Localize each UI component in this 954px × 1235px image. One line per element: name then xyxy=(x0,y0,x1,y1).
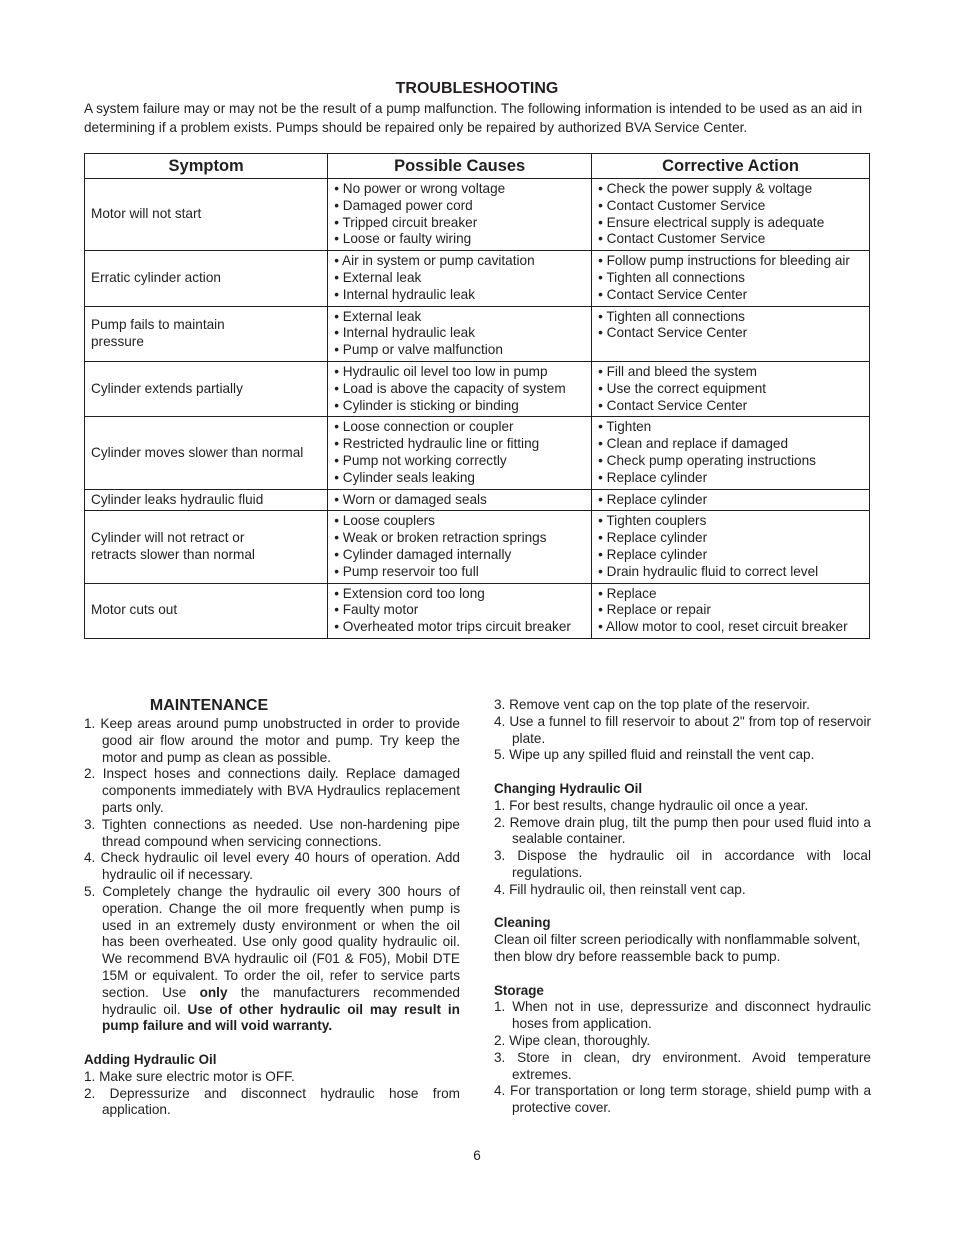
changing-oil-list xyxy=(494,798,871,899)
list-item: 3. Remove vent cap on the top plate of the reservoir. xyxy=(494,697,810,712)
list-item: • Contact Customer Service xyxy=(598,231,766,247)
table-header-row xyxy=(85,154,870,179)
adding-oil-title: Adding Hydraulic Oil xyxy=(84,1051,217,1067)
list-item: • Replace or repair xyxy=(598,602,711,618)
list-item: • Cylinder seals leaking xyxy=(334,469,475,485)
list-item: • Replace cylinder xyxy=(598,530,708,546)
header-corrective-action: Corrective Action xyxy=(592,154,870,179)
list-item: • Internal hydraulic leak xyxy=(334,286,475,302)
symptom-cell: Cylinder extends partially xyxy=(85,361,328,416)
list-item: • Loose or faulty wiring xyxy=(334,231,472,247)
causes-cell xyxy=(328,361,592,416)
list-item: • Tighten xyxy=(598,419,652,435)
actions-cell xyxy=(592,361,870,416)
table-row xyxy=(85,511,870,583)
adding-oil-list-right xyxy=(494,697,871,764)
list-item: • Restricted hydraulic line or fitting xyxy=(334,436,540,452)
list-item: 4. For transportation or long term storage, shield pump with a protective cover. xyxy=(494,1083,871,1116)
actions-cell xyxy=(592,583,870,638)
list-item: 2. Depressurize and disconnect hydraulic hose from application. xyxy=(84,1085,460,1118)
list-item xyxy=(84,884,460,1035)
storage-title: Storage xyxy=(494,982,544,998)
list-item: • Cylinder damaged internally xyxy=(334,546,512,562)
list-item: • Loose couplers xyxy=(334,513,435,529)
troubleshooting-table xyxy=(84,153,870,639)
symptom-cell: Cylinder will not retract or retracts slower than normal xyxy=(85,511,328,583)
causes-list xyxy=(334,364,585,414)
list-item: 2. Remove drain plug, tilt the pump then pour used fluid into a sealable container. xyxy=(494,814,871,847)
causes-cell xyxy=(328,417,592,489)
symptom-cell: Cylinder leaks hydraulic fluid xyxy=(85,489,328,511)
list-item: • Contact Customer Service xyxy=(598,197,766,213)
actions-list xyxy=(598,513,863,580)
actions-cell xyxy=(592,489,870,511)
list-item: • Tripped circuit breaker xyxy=(334,214,478,230)
table-row xyxy=(85,306,870,361)
list-item: • Contact Service Center xyxy=(598,325,748,341)
list-item: • Internal hydraulic leak xyxy=(334,325,475,341)
list-item: 2. Wipe clean, thoroughly. xyxy=(494,1032,651,1048)
maintenance-list xyxy=(84,716,460,1035)
cleaning-text: Clean oil filter screen periodically with nonflammable solvent, then blow dry before reassemble back to pump. xyxy=(494,932,861,964)
list-item: • Weak or broken retraction springs xyxy=(334,530,547,546)
list-item: 1. For best results, change hydraulic oil once a year. xyxy=(494,797,809,813)
causes-list xyxy=(334,181,585,248)
list-item: • Drain hydraulic fluid to correct level xyxy=(598,563,819,579)
list-item: • Clean and replace if damaged xyxy=(598,436,789,452)
actions-cell xyxy=(592,251,870,306)
warranty-warning: Use of other hydraulic oil may result in pump failure and will void warranty. xyxy=(102,1001,460,1034)
list-item: • Pump not working correctly xyxy=(334,452,507,468)
symptom-cell: Motor cuts out xyxy=(85,583,328,638)
list-item: • No power or wrong voltage xyxy=(334,181,506,196)
list-item: • External leak xyxy=(334,308,422,324)
list-item: • Worn or damaged seals xyxy=(334,491,487,507)
list-item: • Overheated motor trips circuit breaker xyxy=(334,619,571,635)
causes-cell xyxy=(328,306,592,361)
list-item: 3. Dispose the hydraulic oil in accordance with local regulations. xyxy=(494,848,871,880)
table-row xyxy=(85,489,870,511)
actions-list xyxy=(598,253,863,303)
table-row xyxy=(85,179,870,251)
causes-list xyxy=(334,586,585,636)
changing-oil-title: Changing Hydraulic Oil xyxy=(494,780,643,796)
list-item: 4. Check hydraulic oil level every 40 hours of operation. Add hydraulic oil if necessary. xyxy=(84,850,460,883)
list-item: 3. Store in clean, dry environment. Avoid temperature extremes. xyxy=(494,1049,871,1082)
table-row xyxy=(85,417,870,489)
header-symptom: Symptom xyxy=(85,154,328,179)
list-item: • Replace cylinder xyxy=(598,469,708,485)
troubleshooting-intro: A system failure may or may not be the result of a pump malfunction. The following information is intended to be used as an aid in determining if a problem exists. Pumps should be repaired only be repaired by authorized BVA Service Center. xyxy=(84,101,863,135)
list-item: • Cylinder is sticking or binding xyxy=(334,397,519,413)
causes-cell xyxy=(328,489,592,511)
list-item: • Tighten couplers xyxy=(598,513,707,529)
list-item: • Extension cord too long xyxy=(334,585,485,601)
actions-list xyxy=(598,181,863,248)
troubleshooting-title: TROUBLESHOOTING xyxy=(395,80,559,97)
list-item: 4. Fill hydraulic oil, then reinstall vent cap. xyxy=(494,881,746,897)
header-possible-causes: Possible Causes xyxy=(328,154,592,179)
table-row xyxy=(85,251,870,306)
list-item: • Pump or valve malfunction xyxy=(334,342,503,358)
causes-list xyxy=(334,309,585,359)
list-item: • Air in system or pump cavitation xyxy=(334,253,535,269)
list-item: 2. Inspect hoses and connections daily. Replace damaged components immediately with BVA Hydraulics replacement parts only. xyxy=(84,766,460,815)
list-item: • Replace cylinder xyxy=(598,491,708,507)
causes-list xyxy=(334,419,585,486)
list-item: • Follow pump instructions for bleeding air xyxy=(598,253,850,269)
causes-list xyxy=(334,513,585,580)
list-item: • Replace cylinder xyxy=(598,546,708,562)
storage-list xyxy=(494,999,871,1117)
list-item: 1. Keep areas around pump unobstructed in order to provide good air flow around the motor and pump. Try keep the motor and pump as clean as possible. xyxy=(84,716,460,765)
list-item: • Pump reservoir too full xyxy=(334,563,479,579)
list-item: • Check the power supply & voltage xyxy=(598,181,813,196)
symptom-cell: Pump fails to maintain pressure xyxy=(85,306,328,361)
list-item: • Replace xyxy=(598,585,657,601)
causes-cell xyxy=(328,179,592,251)
actions-cell xyxy=(592,179,870,251)
cleaning-title: Cleaning xyxy=(494,915,551,931)
actions-cell xyxy=(592,417,870,489)
list-item: 4. Use a funnel to fill reservoir to about 2" from top of reservoir plate. xyxy=(494,713,871,746)
maintenance-left-column xyxy=(84,697,460,1119)
list-item: • Check pump operating instructions xyxy=(598,452,816,468)
list-item: 1. Make sure electric motor is OFF. xyxy=(84,1068,295,1084)
actions-list xyxy=(598,586,863,636)
list-item: 5. Wipe up any spilled fluid and reinstall the vent cap. xyxy=(494,747,815,763)
list-item: • Fill and bleed the system xyxy=(598,363,757,379)
item5-only: only xyxy=(199,984,228,1000)
causes-cell xyxy=(328,511,592,583)
list-item: • Load is above the capacity of system xyxy=(334,380,566,396)
adding-oil-list-left xyxy=(84,1069,460,1119)
actions-list xyxy=(598,364,863,414)
list-item: • Faulty motor xyxy=(334,602,419,618)
symptom-cell: Cylinder moves slower than normal xyxy=(85,417,328,489)
list-item: • External leak xyxy=(334,269,422,285)
causes-list xyxy=(334,253,585,303)
actions-list xyxy=(598,492,863,509)
list-item: • Use the correct equipment xyxy=(598,380,767,396)
actions-list xyxy=(598,419,863,486)
maintenance-title: MAINTENANCE xyxy=(149,697,269,714)
list-item: • Ensure electrical supply is adequate xyxy=(598,214,825,230)
list-item: • Contact Service Center xyxy=(598,397,748,413)
table-row xyxy=(85,583,870,638)
list-item: • Damaged power cord xyxy=(334,197,473,213)
list-item: 1. When not in use, depressurize and disconnect hydraulic hoses from application. xyxy=(494,999,871,1032)
causes-cell xyxy=(328,583,592,638)
maintenance-right-column xyxy=(494,697,871,1117)
list-item: • Tighten all connections xyxy=(598,269,745,285)
list-item: 3. Tighten connections as needed. Use non-hardening pipe thread compound when servicing connections. xyxy=(84,816,460,849)
list-item: • Contact Service Center xyxy=(598,286,748,302)
table-row xyxy=(85,361,870,416)
list-item: • Loose connection or coupler xyxy=(334,419,514,435)
list-item: • Hydraulic oil level too low in pump xyxy=(334,363,548,379)
symptom-cell: Erratic cylinder action xyxy=(85,251,328,306)
item5-text: 5. Completely change the hydraulic oil every 300 hours of operation. Change the oil more frequently when pump is used in an extremely dusty environment or when the oil has been overheated. Use only good quality hydraulic oil. We recommend BVA hydraulic oil (F01 & F05), Mobil DTE 15M or equivalent. To order the oil, refer to service parts section. Use xyxy=(84,883,460,1000)
list-item: • Tighten all connections xyxy=(598,308,745,324)
actions-cell xyxy=(592,306,870,361)
causes-list xyxy=(334,492,585,509)
causes-cell xyxy=(328,251,592,306)
actions-cell xyxy=(592,511,870,583)
item5-text-2: the manufacturers recommended hydraulic oil. xyxy=(102,984,460,1017)
page-number: 6 xyxy=(473,1148,481,1163)
symptom-cell: Motor will not start xyxy=(85,179,328,251)
list-item: • Allow motor to cool, reset circuit breaker xyxy=(598,619,848,635)
actions-list xyxy=(598,309,863,343)
